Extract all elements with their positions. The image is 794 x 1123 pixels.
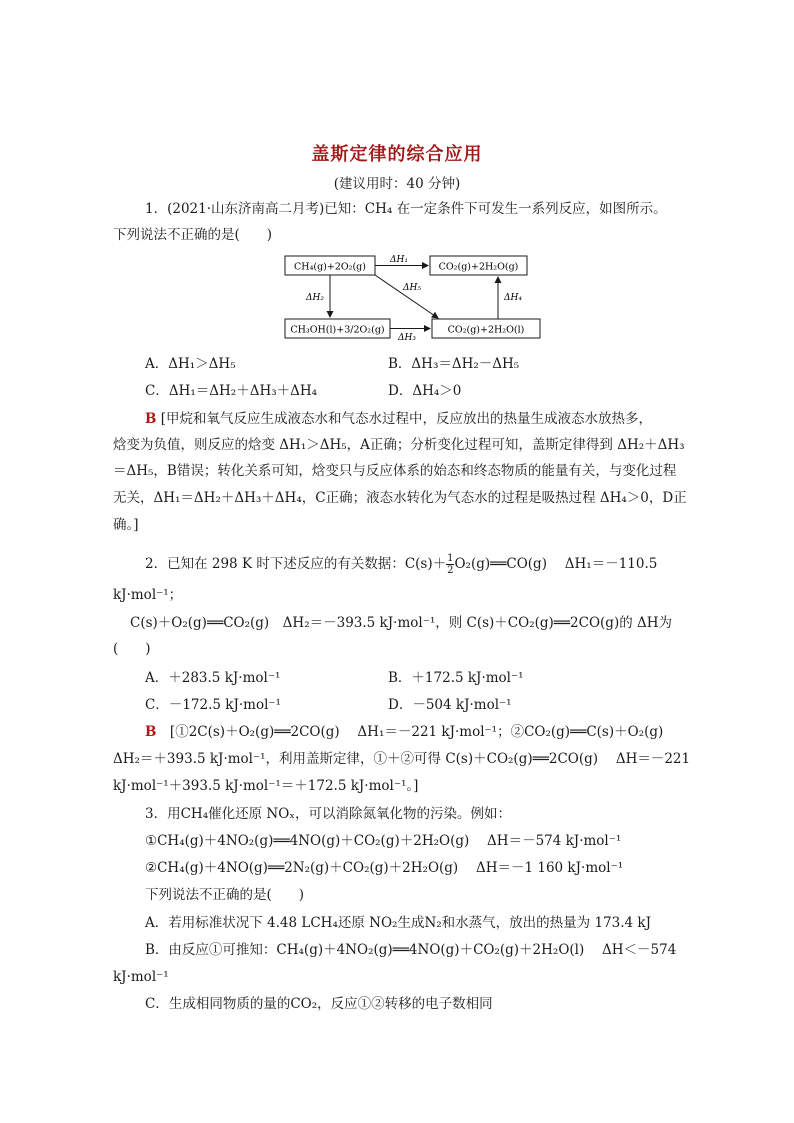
q1-explanation-line2: 焓变为负值，则反应的焓变 ΔH₁＞ΔH₅，A正确；分析变化过程可知，盖斯定律得到 ΔH₂＋ΔH₃ xyxy=(113,437,685,453)
q2-answer: B xyxy=(145,724,157,740)
q2-option-d: D．－504 kJ·mol⁻¹ xyxy=(388,697,512,713)
q1-option-d: D．ΔH₄＞0 xyxy=(388,383,462,399)
q3-reaction-2: ②CH₄(g)＋4NO(g)══2N₂(g)＋CO₂(g)＋2H₂O(g) ΔH＝－1 160 kJ·mol⁻¹ xyxy=(145,860,624,876)
q2-stem-line1: 2．已知在 298 K 时下述反应的有关数据：C(s)＋ $\frac{1}{2}$ O₂(g)══CO(g) ΔH₁＝－110.5 xyxy=(145,553,658,576)
q2-stem-line3: C(s)＋O₂(g)══CO₂(g) ΔH₂＝－393.5 kJ·mol⁻¹，则 C(s)＋CO₂(g)══2CO(g)的 ΔH为 xyxy=(130,615,673,631)
box-top-right-label: CO₂(g)+2H₂O(g) xyxy=(438,261,519,273)
q3-stem-line1: 3．用CH₄催化还原 NOₓ，可以消除氮氧化物的污染。例如： xyxy=(145,806,511,822)
arrow-dh5 xyxy=(375,275,438,318)
q1-option-a: A．ΔH₁＞ΔH₅ xyxy=(145,356,236,372)
box-bottom-left-label: CH₃OH(l)+3/2O₂(g) xyxy=(290,324,385,336)
q3-option-b-line2: kJ·mol⁻¹ xyxy=(113,969,169,985)
label-dh3: ΔH₃ xyxy=(398,333,416,342)
q3-option-c: C．生成相同物质的量的CO₂，反应①②转移的电子数相同 xyxy=(145,996,493,1012)
q1-option-c: C．ΔH₁＝ΔH₂＋ΔH₃＋ΔH₄ xyxy=(145,383,318,399)
q3-question: 下列说法不正确的是( ) xyxy=(145,887,305,903)
box-bottom-right xyxy=(432,319,540,338)
q3-option-b-line1: B．由反应①可推知：CH₄(g)＋4NO₂(g)══4NO(g)＋CO₂(g)＋2H₂O(l) ΔH＜－574 xyxy=(145,942,677,958)
q1-stem-line2: 下列说法不正确的是( ) xyxy=(113,227,273,243)
box-top-left xyxy=(285,256,375,275)
q1-reaction-diagram xyxy=(270,250,560,342)
page-subtitle: (建议用时：40 分钟) xyxy=(333,176,461,192)
q3-option-a: A．若用标准状况下 4.48 LCH₄还原 NO₂生成N₂和水蒸气，放出的热量为 173.4 kJ xyxy=(145,915,651,931)
page-title: 盖斯定律的综合应用 xyxy=(311,144,483,165)
box-bottom-left xyxy=(285,319,390,338)
box-bottom-right-label: CO₂(g)+2H₂O(l) xyxy=(447,324,525,336)
q1-explanation-line1: B [甲烷和氧气反应生成液态水和气态水过程中，反应放出的热量生成液态水放热多， xyxy=(145,411,652,427)
q1-stem-line1: 1．(2021·山东济南高二月考)已知：CH₄ 在一定条件下可发生一系列反应，如图所示。 xyxy=(145,201,667,217)
q1-explanation-line5: 确。] xyxy=(113,517,139,533)
q2-option-c: C．－172.5 kJ·mol⁻¹ xyxy=(145,697,281,713)
q2-option-a: A．＋283.5 kJ·mol⁻¹ xyxy=(145,670,281,686)
q1-option-b: B．ΔH₃＝ΔH₂－ΔH₅ xyxy=(388,356,520,372)
q2-stem-line2: kJ·mol⁻¹； xyxy=(113,587,183,603)
q3-reaction-1: ①CH₄(g)＋4NO₂(g)══4NO(g)＋CO₂(g)＋2H₂O(g) ΔH＝－574 kJ·mol⁻¹ xyxy=(145,833,622,849)
q2-explanation-line2: ΔH₂＝＋393.5 kJ·mol⁻¹，利用盖斯定律，①＋②可得 C(s)＋CO₂(g)══2CO(g) ΔH＝－221 xyxy=(113,751,691,767)
box-top-left-label: CH₄(g)+2O₂(g) xyxy=(294,261,366,273)
box-top-right xyxy=(430,256,527,275)
label-dh2: ΔH₂ xyxy=(306,293,324,303)
q2-explanation-line3: kJ·mol⁻¹＋393.5 kJ·mol⁻¹＝＋172.5 kJ·mol⁻¹。] xyxy=(113,778,419,794)
q2-option-b: B．＋172.5 kJ·mol⁻¹ xyxy=(388,670,524,686)
label-dh5: ΔH₅ xyxy=(403,283,421,293)
q2-explanation-line1: B [①2C(s)＋O₂(g)══2CO(g) ΔH₁＝－221 kJ·mol⁻¹；②CO₂(g)══C(s)＋O₂(g) xyxy=(145,724,664,740)
q2-stem-line4: ( ) xyxy=(113,641,151,657)
label-dh4: ΔH₄ xyxy=(504,293,522,303)
label-dh1: ΔH₁ xyxy=(390,255,408,265)
q1-explanation-line3: ＝ΔH₅，B错误；转化关系可知，焓变只与反应体系的始态和终态物质的能量有关，与变化过程 xyxy=(113,463,677,479)
q1-answer: B xyxy=(145,411,157,427)
q1-explanation-line4: 无关，ΔH₁＝ΔH₂＋ΔH₃＋ΔH₄，C正确；液态水转化为气态水的过程是吸热过程 ΔH₄＞0，D正 xyxy=(113,490,687,506)
fraction-half: $\frac{1}{2}$ xyxy=(447,553,454,576)
